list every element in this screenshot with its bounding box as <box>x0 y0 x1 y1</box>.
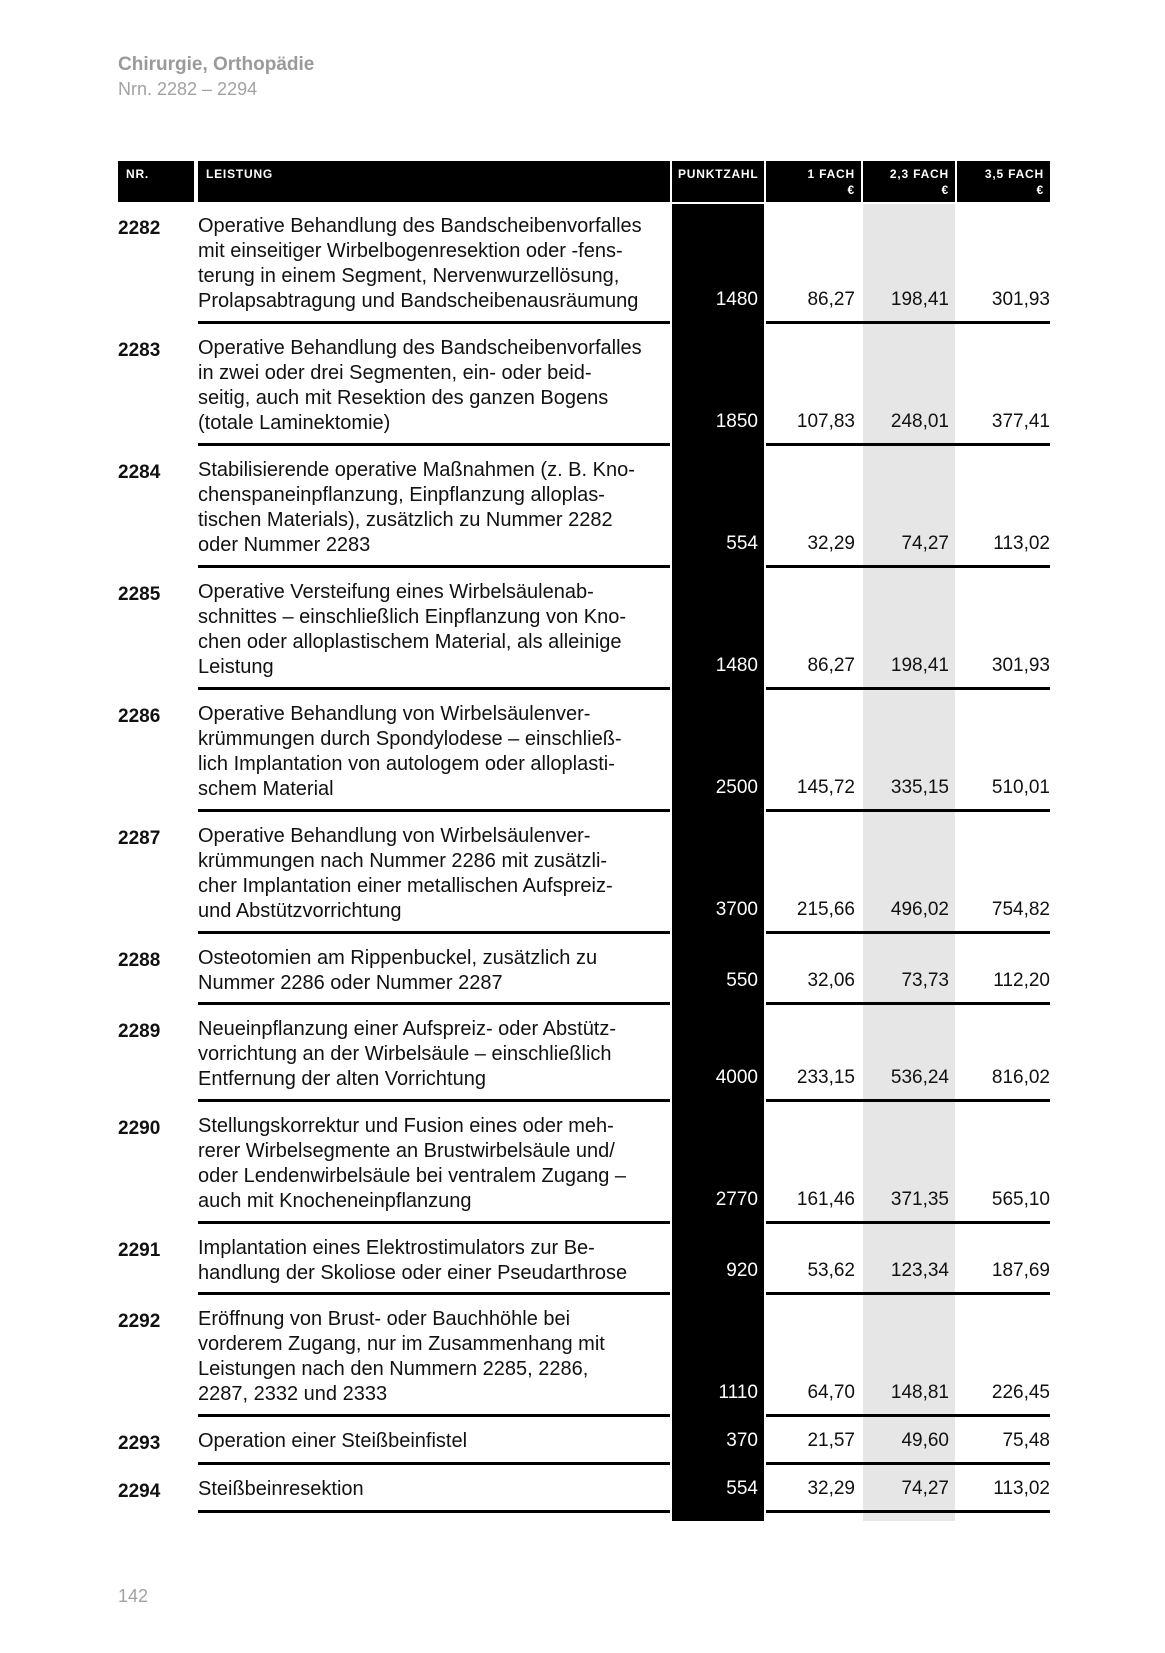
table-row <box>0 934 1165 1005</box>
fee-1-fach-value: 86,27 <box>807 655 855 676</box>
table-row <box>0 690 1165 812</box>
punktzahl-value: 550 <box>726 970 758 991</box>
fee-2-3-fach-value: 198,41 <box>890 655 949 676</box>
fee-3-5-fach-value: 301,93 <box>991 289 1050 310</box>
service-description: Neueinpflanzung einer Aufspreiz- oder Abstütz- vorrichtung an der Wirbelsäule – einschließlich Entfernung der alten Vorrichtung <box>198 1018 617 1090</box>
table-row <box>0 1224 1165 1295</box>
service-description: Operative Behandlung des Bandscheibenvorfalles in zwei oder drei Segmenten, ein- oder beid- seitig, auch mit Resektion des ganzen Bogens (totale Laminektomie) <box>198 337 642 434</box>
fee-1-fach-value: 32,29 <box>807 533 855 554</box>
fee-1-fach-value: 215,66 <box>796 899 855 920</box>
punktzahl-value: 2500 <box>715 777 758 798</box>
fee-number: 2286 <box>118 706 161 727</box>
fee-number: 2292 <box>118 1311 161 1332</box>
fee-number: 2283 <box>118 340 161 361</box>
column-header-2-3-fach: 2,3 FACH € <box>863 161 955 202</box>
fee-3-5-fach-value: 377,41 <box>991 411 1050 432</box>
punktzahl-value: 3700 <box>715 899 758 920</box>
fee-number: 2285 <box>118 584 161 605</box>
fee-1-fach-value: 86,27 <box>807 289 855 310</box>
fee-2-3-fach-value: 73,73 <box>901 970 949 991</box>
table-row <box>0 1465 1165 1513</box>
service-description: Operative Behandlung des Bandscheibenvorfalles mit einseitiger Wirbelbogenresektion oder -fens- terung in einem Segment, Nervenwurzellösung, Prolapsabtragung und Bandscheibenausräumung <box>198 215 642 312</box>
punktzahl-value: 1480 <box>715 655 758 676</box>
fee-3-5-fach-value: 75,48 <box>1002 1430 1050 1451</box>
fee-1-fach-value: 53,62 <box>807 1260 855 1281</box>
fee-1-fach-value: 64,70 <box>807 1382 855 1403</box>
fee-number: 2291 <box>118 1240 161 1261</box>
row-divider <box>766 1510 1050 1513</box>
page-number: 142 <box>118 1586 149 1606</box>
fee-1-fach-value: 21,57 <box>807 1430 855 1451</box>
fee-2-3-fach-value: 496,02 <box>890 899 949 920</box>
service-description: Eröffnung von Brust- oder Bauchhöhle bei vorderem Zugang, nur im Zusammenhang mit Leistungen nach den Nummern 2285, 2286, 2287, 2332 und 2333 <box>198 1308 605 1405</box>
fee-3-5-fach-value: 113,02 <box>993 1478 1050 1499</box>
fee-1-fach-value: 32,06 <box>807 970 855 991</box>
table-row <box>0 812 1165 934</box>
fee-number: 2290 <box>118 1118 161 1139</box>
service-description: Operative Behandlung von Wirbelsäulenver- krümmungen durch Spondylodese – einschließ- lich Implantation von autologem oder alloplasti- schem Material <box>198 703 622 800</box>
table-header <box>0 161 1165 202</box>
punktzahl-value: 1110 <box>718 1382 758 1403</box>
fee-2-3-fach-value: 198,41 <box>890 289 949 310</box>
punktzahl-value: 4000 <box>715 1067 758 1088</box>
fee-number: 2287 <box>118 828 161 849</box>
service-description: Steißbeinresektion <box>198 1478 364 1500</box>
fee-3-5-fach-value: 754,82 <box>991 899 1050 920</box>
fee-1-fach-value: 107,83 <box>796 411 855 432</box>
fee-2-3-fach-value: 49,60 <box>901 1430 949 1451</box>
fee-2-3-fach-value: 335,15 <box>890 777 949 798</box>
punktzahl-value: 1850 <box>715 411 758 432</box>
service-description: Operative Versteifung eines Wirbelsäulenab- schnittes – einschließlich Einpflanzung von Kno- chen oder alloplastischem Material, als alleinige Leistung <box>198 581 627 678</box>
punktzahl-value: 370 <box>726 1430 758 1451</box>
fee-1-fach-value: 145,72 <box>796 777 855 798</box>
table-row <box>0 568 1165 690</box>
fee-3-5-fach-value: 113,02 <box>993 533 1050 554</box>
punktzahl-value: 2770 <box>715 1189 758 1210</box>
table-row <box>0 446 1165 568</box>
punktzahl-value: 1480 <box>715 289 758 310</box>
fee-3-5-fach-value: 301,93 <box>991 655 1050 676</box>
column-header-punktzahl: PUNKTZAHL <box>672 161 764 202</box>
table-row <box>0 1102 1165 1224</box>
fee-3-5-fach-value: 187,69 <box>991 1260 1050 1281</box>
fee-number: 2288 <box>118 950 161 971</box>
fee-1-fach-value: 161,46 <box>796 1189 855 1210</box>
fee-3-5-fach-value: 226,45 <box>991 1382 1050 1403</box>
fee-1-fach-value: 233,15 <box>796 1067 855 1088</box>
service-description: Operative Behandlung von Wirbelsäulenver- krümmungen nach Nummer 2286 mit zusätzli- cher Implantation einer metallischen Aufspreiz- und Abstützvorrichtung <box>198 825 613 922</box>
punktzahl-value: 920 <box>726 1260 758 1281</box>
column-header-3-5-fach: 3,5 FACH € <box>957 161 1050 202</box>
fee-2-3-fach-value: 74,27 <box>901 1478 949 1499</box>
service-description: Osteotomien am Rippenbuckel, zusätzlich zu Nummer 2286 oder Nummer 2287 <box>198 947 598 994</box>
punktzahl-value: 554 <box>726 1478 758 1499</box>
fee-2-3-fach-value: 74,27 <box>901 533 949 554</box>
fee-number: 2289 <box>118 1021 161 1042</box>
table-row <box>0 202 1165 324</box>
fee-2-3-fach-value: 148,81 <box>890 1382 949 1403</box>
fee-1-fach-value: 32,29 <box>807 1478 855 1499</box>
fee-2-3-fach-value: 248,01 <box>890 411 949 432</box>
fee-2-3-fach-value: 536,24 <box>890 1067 949 1088</box>
fee-number: 2294 <box>118 1481 161 1502</box>
service-description: Implantation eines Elektrostimulators zur Be- handlung der Skoliose oder einer Pseudarthrose <box>198 1237 628 1284</box>
table-row <box>0 324 1165 446</box>
fee-number: 2284 <box>118 462 161 483</box>
section-title: Chirurgie, Orthopädie <box>118 54 315 75</box>
fee-3-5-fach-value: 565,10 <box>991 1189 1050 1210</box>
fee-3-5-fach-value: 816,02 <box>991 1067 1050 1088</box>
fee-3-5-fach-value: 112,20 <box>993 970 1050 991</box>
fee-number: 2293 <box>118 1433 161 1454</box>
punktzahl-value: 554 <box>726 533 758 554</box>
column-header-1-fach: 1 FACH € <box>766 161 861 202</box>
fee-3-5-fach-value: 510,01 <box>991 777 1050 798</box>
table-row <box>0 1295 1165 1417</box>
service-description: Stellungskorrektur und Fusion eines oder meh- rerer Wirbelsegmente an Brustwirbelsäule und/ oder Lendenwirbelsäule bei ventralem Zugang – auch mit Knocheneinpflanzung <box>198 1115 627 1212</box>
table-row <box>0 1005 1165 1102</box>
fee-number: 2282 <box>118 218 161 239</box>
fee-2-3-fach-value: 371,35 <box>890 1189 949 1210</box>
table-row <box>0 1417 1165 1465</box>
row-divider <box>198 1510 670 1513</box>
page-header <box>118 52 314 101</box>
fee-2-3-fach-value: 123,34 <box>890 1260 949 1281</box>
service-description: Operation einer Steißbeinfistel <box>198 1430 468 1452</box>
service-description: Stabilisierende operative Maßnahmen (z. B. Kno- chenspaneinpflanzung, Einpflanzung alloplas- tischen Materials), zusätzlich zu Nummer 2282 oder Nummer 2283 <box>198 459 635 556</box>
column-header-leistung: LEISTUNG <box>198 161 670 202</box>
column-header-nr: NR. <box>118 161 194 202</box>
number-range: Nrn. 2282 – 2294 <box>118 79 258 99</box>
